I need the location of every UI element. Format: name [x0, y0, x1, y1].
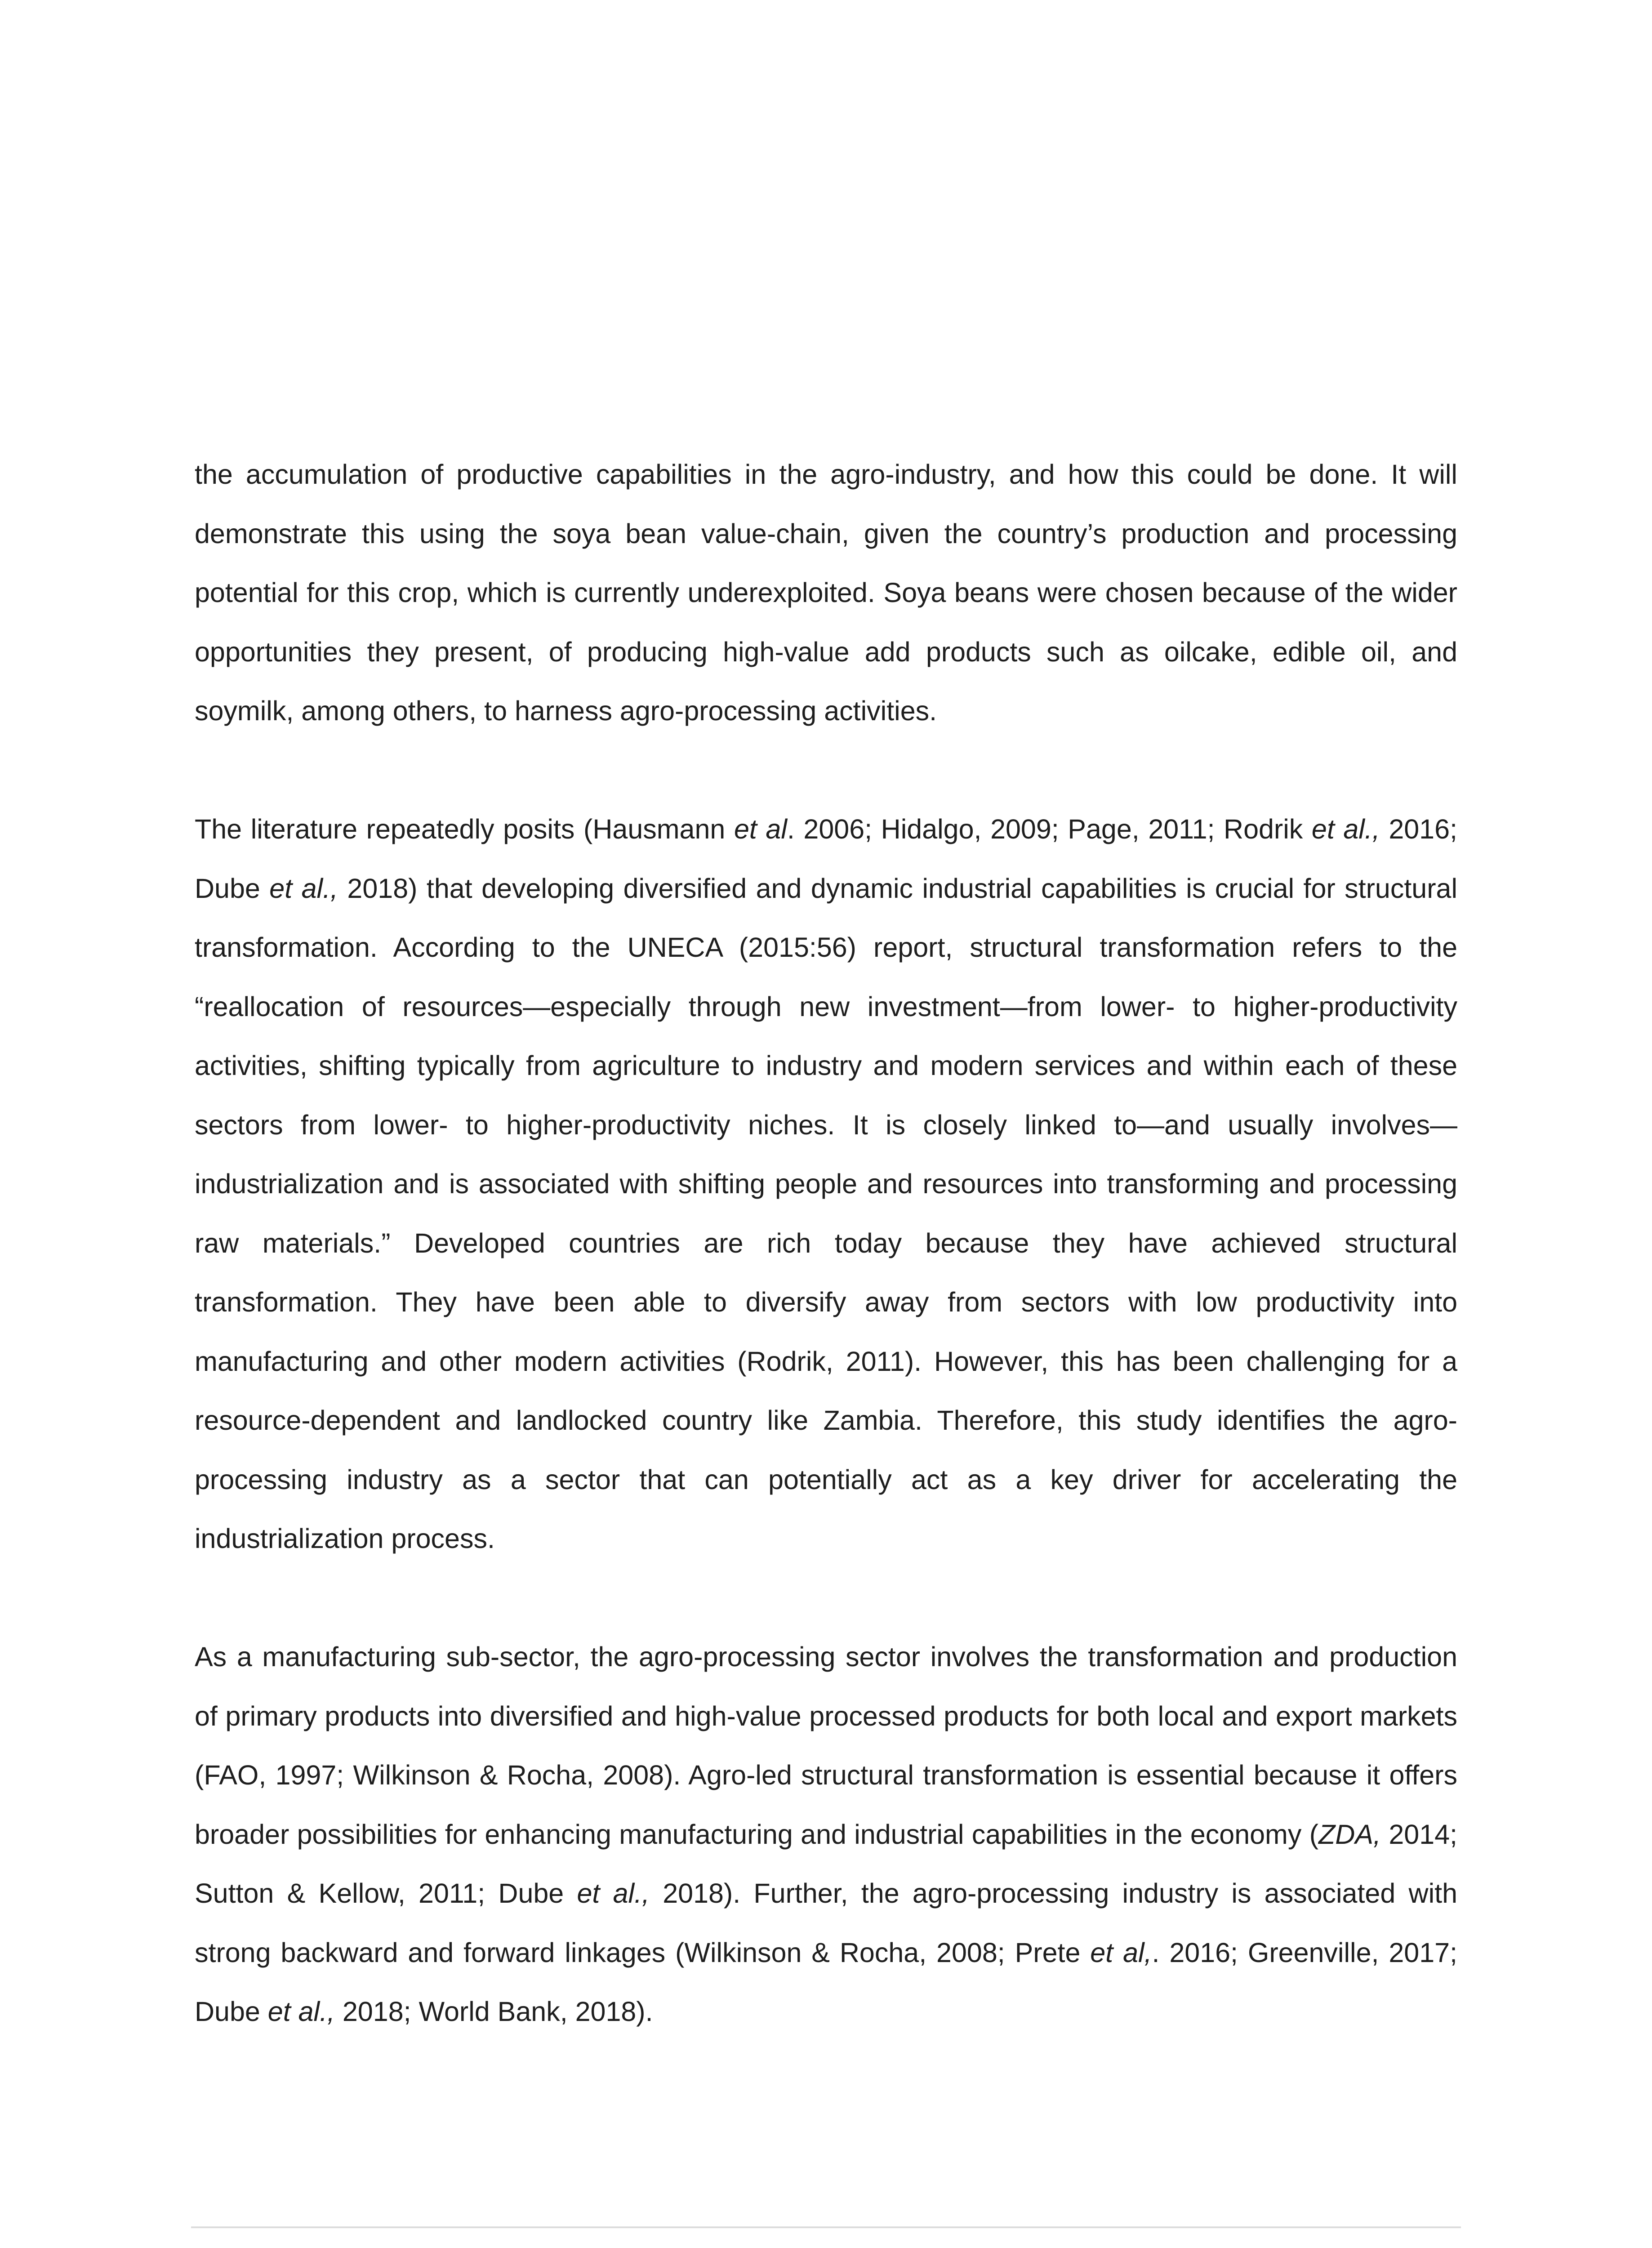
text-run-italic: et al., — [1311, 814, 1380, 844]
text-run: 2014; Sutton & Kellow, 2011; Dube — [195, 1819, 1457, 1909]
paragraph — [195, 445, 1457, 741]
body-text — [195, 445, 1457, 2042]
text-run: 2018; World Bank, 2018). — [334, 1996, 653, 2027]
text-run-italic: et al., — [267, 1996, 335, 2027]
text-run: . 2016; Greenville, 2017; Dube — [195, 1937, 1458, 2027]
paragraph — [195, 800, 1457, 1569]
text-run: 2018) that developing diversified and dynamic industrial capabilities is crucial for structural transformation. According to the UNECA (2015:56) report, structural transformation refers to the “reallocation of resources—especially through new investment—from lower- to higher-productivity activities, shifting typically from agriculture to industry and modern services and within each of these sectors from lower- to higher-productivity niches. It is closely linked to—and usually involves—industrialization and is associated with shifting people and resources into transforming and processing raw materials.” Developed countries are rich today because they have achieved structural transformation. They have been able to diversify away from sectors with low productivity into manufacturing and other modern activities (Rodrik, 2011). However, this has been challenging for a resource-dependent and landlocked country like Zambia. Therefore, this study identifies the agro-processing industry as a sector that can potentially act as a key driver for accelerating the industrialization process. — [195, 873, 1457, 1554]
paragraph — [195, 1628, 1457, 2042]
text-run-italic: et al., — [269, 873, 338, 904]
text-run: 2016; Dube — [195, 814, 1457, 904]
text-run: As a manufacturing sub-sector, the agro-processing sector involves the transformation and production of primary products into diversified and high-value processed products for both local and export markets (FAO, 1997; Wilkinson & Rocha, 2008). Agro-led structural transformation is essential because it offers broader possibilities for enhancing manufacturing and industrial capabilities in the economy ( — [195, 1641, 1457, 1850]
text-run: 2018). Further, the agro-processing industry is associated with strong backward and forward linkages (Wilkinson & Rocha, 2008; Prete — [195, 1878, 1458, 1968]
text-run: . 2006; Hidalgo, 2009; Page, 2011; Rodrik — [787, 814, 1312, 844]
text-run-italic: ZDA, — [1318, 1819, 1381, 1850]
text-run-italic: et al — [734, 814, 787, 844]
text-run: The literature repeatedly posits (Hausmann — [195, 814, 734, 844]
text-run-italic: et al., — [577, 1878, 650, 1909]
text-run-italic: et al, — [1090, 1937, 1152, 1968]
text-run: the accumulation of productive capabilities in the agro-industry, and how this could be done. It will demonstrate this using the soya bean value-chain, given the country’s production and processing potential for this crop, which is currently underexploited. Soya beans were chosen because of the wider opportunities they present, of producing high-value add products such as oilcake, edible oil, and soymilk, among others, to harness agro-processing activities. — [195, 459, 1457, 726]
footer-divider — [191, 2226, 1461, 2228]
